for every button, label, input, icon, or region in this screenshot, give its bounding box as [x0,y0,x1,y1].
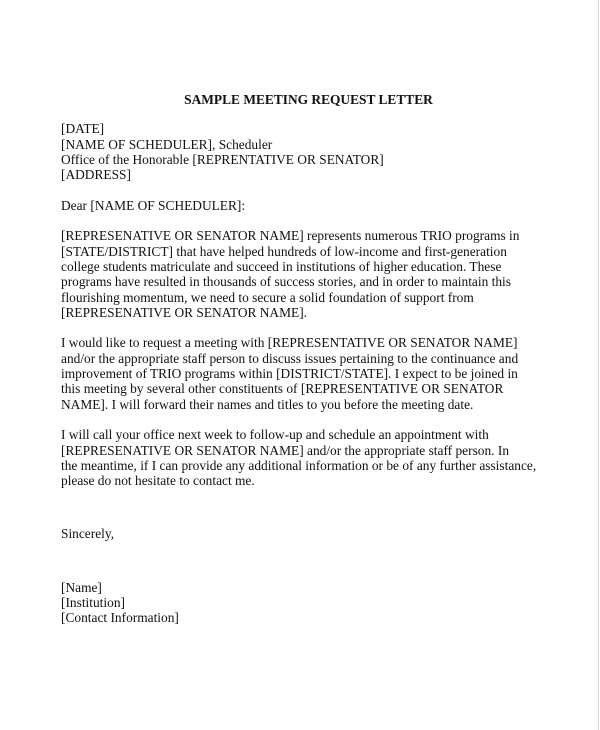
spacer [61,213,561,228]
paragraph-line: NAME]. I will forward their names and titles to you before the meeting date. [61,396,474,412]
page-edge-divider [598,0,599,730]
paragraph-line: [REPRESENATIVE OR SENATOR NAME]. [61,304,307,320]
address-office: Office of the Honorable [REPRENTATIVE OR SENATOR] [61,151,384,167]
closing [61,526,561,541]
paragraph-line: flourishing momentum, we need to secure a solid foundation of support from [61,289,474,305]
address-block [61,121,561,182]
spacer [61,488,561,526]
paragraph-2 [61,335,561,411]
spacer [61,320,561,335]
paragraph-line: I would like to request a meeting with [REPRESENTATIVE OR SENATOR NAME] [61,335,518,351]
paragraph-line: the meantime, if I can provide any additional information or be of any further assistance, [61,457,537,473]
salutation [61,198,561,213]
paragraph-line: programs have resulted in thousands of success stories, and in order to maintain this [61,274,511,290]
paragraph-3 [61,427,561,488]
address-scheduler: [NAME OF SCHEDULER], Scheduler [61,136,273,152]
signature-institution: [Institution] [61,595,125,611]
paragraph-line: please do not hesitate to contact me. [61,473,255,489]
salutation-text: Dear [NAME OF SCHEDULER]: [61,197,246,213]
spacer [61,542,561,580]
paragraph-line: improvement of TRIO programs within [DISTRICT/STATE]. I expect to be joined in [61,366,518,382]
signature-name: [Name] [61,579,102,595]
paragraph-line: [REPRESENATIVE OR SENATOR NAME] represents numerous TRIO programs in [61,228,520,244]
letter-body [61,92,561,626]
address-date: [DATE] [61,121,105,137]
paragraph-line: [REPRESENATIVE OR SENATOR NAME] and/or the appropriate staff person. In [61,442,510,458]
paragraph-line: this meeting by several other constituents of [REPRESENTATIVE OR SENATOR [61,381,504,397]
spacer [61,182,561,197]
signature-block [61,580,561,626]
letter-title: SAMPLE MEETING REQUEST LETTER [184,92,433,107]
paragraph-1 [61,228,561,320]
closing-text: Sincerely, [61,526,115,542]
paragraph-line: I will call your office next week to follow-up and schedule an appointment with [61,427,489,443]
spacer [61,412,561,427]
address-street: [ADDRESS] [61,167,131,183]
paragraph-line: college students matriculate and succeed in institutions of higher education. These [61,258,502,274]
signature-contact: [Contact Information] [61,610,179,626]
paragraph-line: [STATE/DISTRICT] that have helped hundreds of low-income and first-generation [61,243,507,259]
paragraph-line: and/or the appropriate staff person to discuss issues pertaining to the continuance and [61,350,519,366]
